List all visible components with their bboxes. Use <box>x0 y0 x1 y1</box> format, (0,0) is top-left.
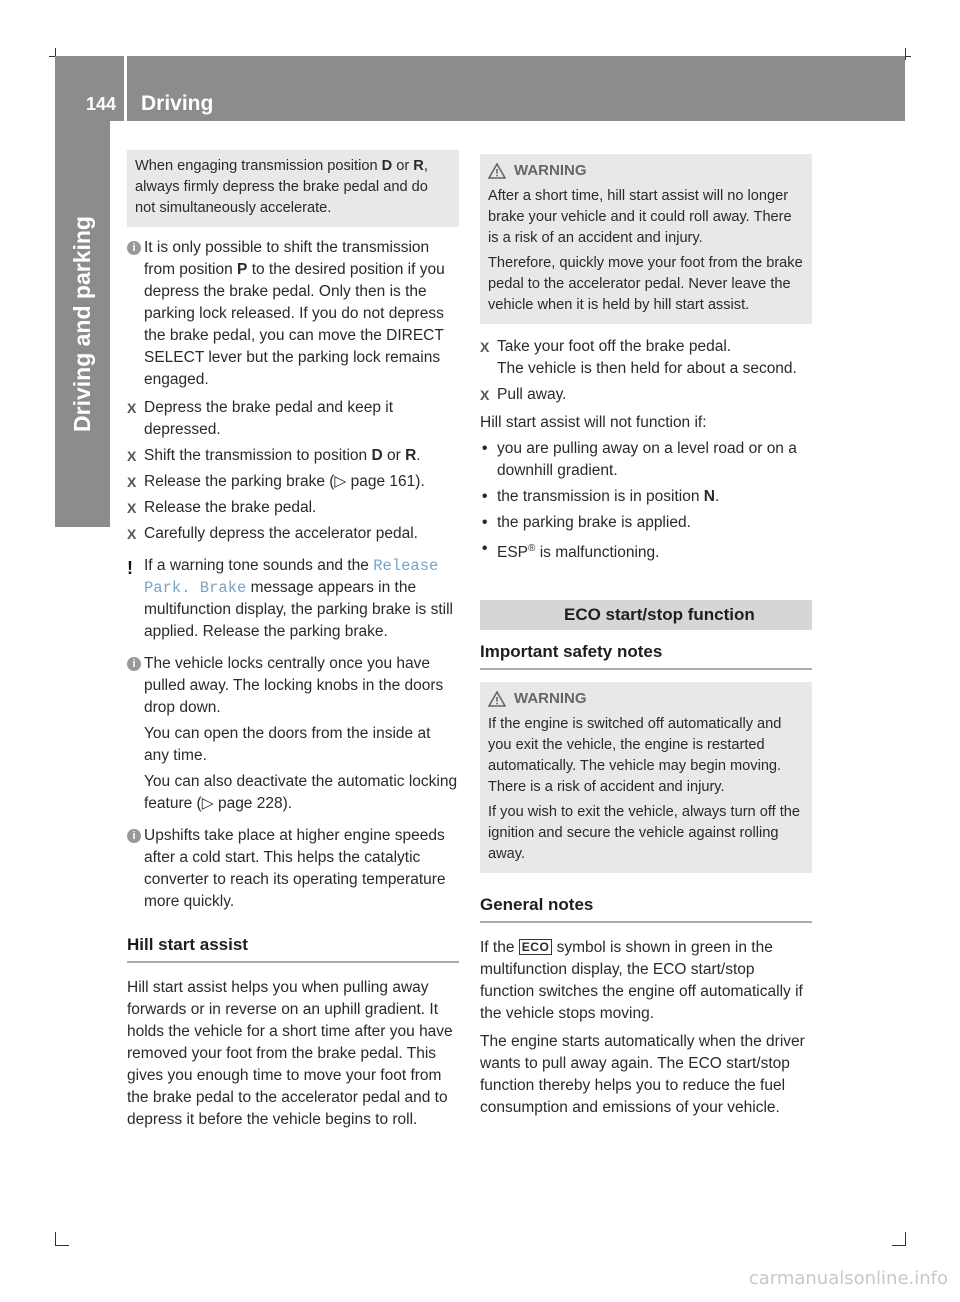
step-arrow-icon: X <box>127 448 137 464</box>
body-text: If the ECO symbol is shown in green in the multifunction display, the ECO start/stop function switches the engine off automatically if the vehicle stops moving. <box>480 939 803 1023</box>
body-text: Hill start assist helps you when pulling away forwards or in reverse on an uphill gradient. It holds the vehicle for a short time after you have removed your foot from the brake pedal. This gives you enough time to move your foot from the brake pedal to the accelerator pedal and to depress it before the vehicle begins to roll. <box>127 979 453 1128</box>
list-item: • you are pulling away on a level road or on a downhill gradient. <box>482 440 797 479</box>
warning-triangle-icon <box>488 163 506 179</box>
warning-triangle-icon <box>488 691 506 707</box>
step-item: X Pull away. <box>480 384 812 406</box>
warning-heading: WARNING <box>488 160 804 182</box>
list-item: • the transmission is in position N. <box>482 488 720 505</box>
warning-box: WARNING After a short time, hill start assist will no longer brake your vehicle and it could roll away. There is a risk of an accident and injury. Therefore, quickly move your foot from the brake pedal to the accelerator pedal. Never leave the vehicle when it is held by hill start assist. <box>480 154 812 324</box>
list-item: • ESP® is malfunctioning. <box>482 540 660 562</box>
caution-note: ! If a warning tone sounds and the Release Park. Brake message appears in the multifunction display, the parking brake is still applied. Release the parking brake. <box>127 557 453 640</box>
watermark: carmanualsonline.info <box>748 1268 948 1289</box>
info-note: i The vehicle locks centrally once you have pulled away. The locking knobs in the doors drop down. You can open the doors from the inside at any time. You can also deactivate the automatic locking feature (▷ page 228). <box>127 653 459 815</box>
step-item: X Release the parking brake (▷ page 161). <box>127 471 459 493</box>
step-arrow-icon: X <box>127 474 137 490</box>
step-item: X Take your foot off the brake pedal. The vehicle is then held for about a second. <box>480 338 797 377</box>
step-item: X Shift the transmission to position D or R. <box>127 445 459 467</box>
header-divider <box>124 56 127 121</box>
body-text: The engine starts automatically when the driver wants to pull away again. The ECO start/stop function thereby helps you to reduce the fuel consumption and emissions of your vehicle. <box>480 1033 805 1117</box>
section-heading: Important safety notes <box>480 640 812 670</box>
body-text: Hill start assist will not function if: <box>480 414 707 431</box>
caution-box <box>127 150 459 227</box>
exclamation-icon: ! <box>127 558 133 578</box>
display-message: Release Park. Brake <box>144 557 439 597</box>
crop-mark <box>55 1232 56 1246</box>
chapter-tab-label: Driving and parking <box>69 216 95 432</box>
step-item: X Depress the brake pedal and keep it depressed. <box>127 399 394 438</box>
crop-mark <box>55 1245 69 1246</box>
info-icon: i <box>127 241 141 255</box>
info-note: i It is only possible to shift the transmission from position P to the desired position if you depress the brake pedal. Only then is the parking lock released. If you do not depress the brake pedal, you can move the DIRECT SELECT lever but the parking lock remains engaged. <box>127 237 459 391</box>
section-title-bar: ECO start/stop function <box>480 600 812 630</box>
crop-mark <box>905 1232 906 1246</box>
right-column <box>480 154 812 1119</box>
crop-mark <box>892 1245 906 1246</box>
step-arrow-icon: X <box>480 387 490 403</box>
info-icon: i <box>127 657 141 671</box>
caution-text: When engaging transmission position D or R, always firmly depress the brake pedal and do not simultaneously accelerate. <box>135 158 428 216</box>
left-column <box>127 150 459 1131</box>
page-title: Driving <box>141 92 214 115</box>
info-icon: i <box>127 829 141 843</box>
step-arrow-icon: X <box>127 526 137 542</box>
list-item: • the parking brake is applied. <box>482 514 691 531</box>
step-arrow-icon: X <box>127 400 137 416</box>
page-number: 144 <box>86 94 117 114</box>
eco-symbol-icon: ECO <box>519 939 553 955</box>
step-arrow-icon: X <box>127 500 137 516</box>
warning-heading: WARNING <box>488 688 804 710</box>
step-item: X Release the brake pedal. <box>127 497 459 519</box>
section-heading: General notes <box>480 893 812 923</box>
crop-mark <box>905 48 906 60</box>
step-arrow-icon: X <box>480 339 490 355</box>
warning-box: WARNING If the engine is switched off automatically and you exit the vehicle, the engine is restarted automatically. The vehicle may begin moving. There is a risk of accident and injury. If you wish to exit the vehicle, always turn off the ignition and secure the vehicle against rolling away. <box>480 682 812 873</box>
step-item: X Carefully depress the accelerator pedal. <box>127 523 459 545</box>
section-heading: Hill start assist <box>127 933 459 963</box>
info-note: i Upshifts take place at higher engine speeds after a cold start. This helps the catalytic converter to reach its operating temperature more quickly. <box>127 825 459 913</box>
